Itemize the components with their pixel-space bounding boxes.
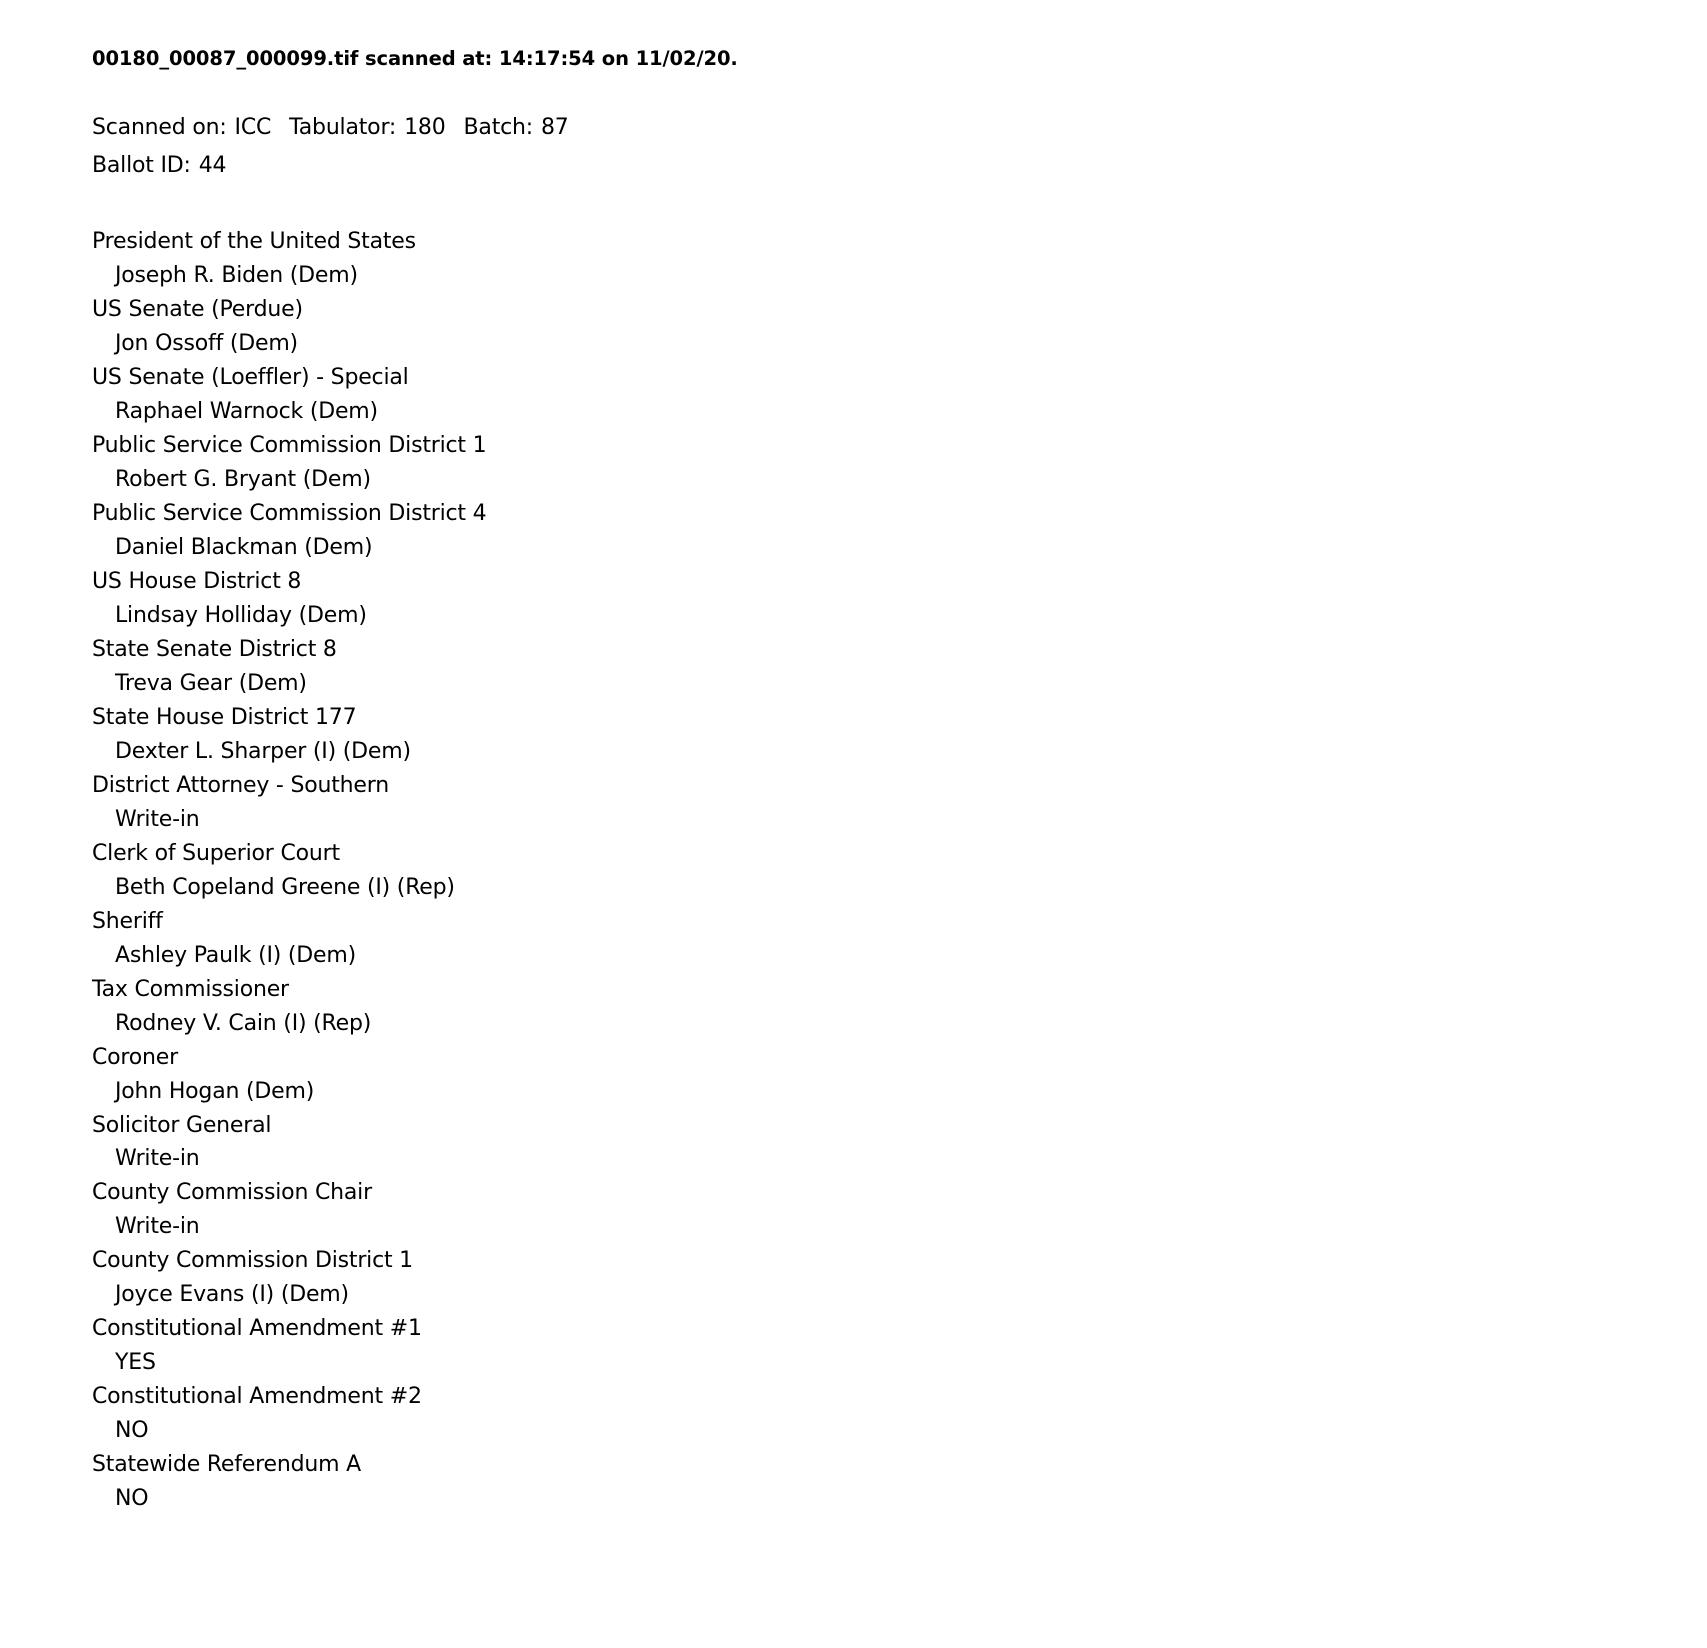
scan-metadata-line-2 bbox=[92, 147, 1592, 185]
scanned-on-label: Scanned on: bbox=[92, 115, 227, 141]
contest-choice: Raphael Warnock (Dem) bbox=[115, 398, 378, 424]
contest-row bbox=[92, 1380, 1592, 1448]
contest-row bbox=[92, 701, 1592, 769]
contest-row bbox=[92, 1041, 1592, 1109]
header-spacer bbox=[92, 73, 1592, 109]
contest-row bbox=[92, 1448, 1592, 1516]
contest-row bbox=[92, 225, 1592, 293]
scan-metadata-line-1 bbox=[92, 109, 1592, 147]
contest-row bbox=[92, 905, 1592, 973]
contest-title: US Senate (Loeffler) - Special bbox=[92, 364, 409, 390]
contest-title: County Commission Chair bbox=[92, 1180, 372, 1206]
contest-choice: Write-in bbox=[115, 1146, 200, 1172]
scan-file-header: 00180_00087_000099.tif scanned at: 14:17:54 on 11/02/20. bbox=[92, 47, 738, 70]
contest-row bbox=[92, 1176, 1592, 1244]
contest-choice: NO bbox=[115, 1486, 149, 1512]
contest-list bbox=[92, 225, 1592, 1516]
contest-choice: Write-in bbox=[115, 1214, 200, 1240]
contest-title: District Attorney - Southern bbox=[92, 772, 389, 798]
ballot-id-label: Ballot ID: bbox=[92, 153, 191, 179]
contest-choice: Dexter L. Sharper (I) (Dem) bbox=[115, 738, 411, 764]
batch-value: 87 bbox=[540, 115, 569, 141]
contest-choice: Joyce Evans (I) (Dem) bbox=[115, 1282, 349, 1308]
contest-title: Constitutional Amendment #2 bbox=[92, 1384, 422, 1410]
contest-choice: Rodney V. Cain (I) (Rep) bbox=[115, 1010, 372, 1036]
contest-title: President of the United States bbox=[92, 228, 416, 254]
contest-choice: Daniel Blackman (Dem) bbox=[115, 534, 373, 560]
meta-spacer bbox=[92, 185, 1592, 225]
document-body bbox=[92, 44, 1592, 1516]
contest-title: County Commission District 1 bbox=[92, 1248, 413, 1274]
batch-label: Batch: bbox=[463, 115, 533, 141]
contest-row bbox=[92, 973, 1592, 1041]
contest-row bbox=[92, 361, 1592, 429]
contest-row bbox=[92, 1244, 1592, 1312]
contest-choice: Treva Gear (Dem) bbox=[115, 670, 307, 696]
contest-title: Public Service Commission District 1 bbox=[92, 432, 487, 458]
contest-choice: YES bbox=[115, 1350, 156, 1376]
contest-row bbox=[92, 429, 1592, 497]
contest-choice: Beth Copeland Greene (I) (Rep) bbox=[115, 874, 455, 900]
contest-row bbox=[92, 565, 1592, 633]
ballot-id-value: 44 bbox=[198, 153, 227, 179]
contest-choice: Robert G. Bryant (Dem) bbox=[115, 466, 371, 492]
contest-title: Solicitor General bbox=[92, 1112, 272, 1138]
contest-title: US Senate (Perdue) bbox=[92, 296, 303, 322]
contest-row bbox=[92, 497, 1592, 565]
contest-row bbox=[92, 633, 1592, 701]
contest-row bbox=[92, 837, 1592, 905]
contest-title: Statewide Referendum A bbox=[92, 1452, 361, 1478]
contest-choice: Joseph R. Biden (Dem) bbox=[115, 262, 358, 288]
contest-row bbox=[92, 1312, 1592, 1380]
contest-choice: NO bbox=[115, 1418, 149, 1444]
scanned-on-value: ICC bbox=[234, 115, 272, 141]
contest-title: Public Service Commission District 4 bbox=[92, 500, 487, 526]
contest-title: Clerk of Superior Court bbox=[92, 840, 340, 866]
tabulator-value: 180 bbox=[404, 115, 446, 141]
contest-choice: Write-in bbox=[115, 806, 200, 832]
contest-title: US House District 8 bbox=[92, 568, 302, 594]
contest-choice: Jon Ossoff (Dem) bbox=[115, 330, 298, 356]
contest-row bbox=[92, 293, 1592, 361]
contest-choice: Lindsay Holliday (Dem) bbox=[115, 602, 367, 628]
contest-choice: John Hogan (Dem) bbox=[115, 1078, 315, 1104]
contest-title: State Senate District 8 bbox=[92, 636, 337, 662]
contest-title: Coroner bbox=[92, 1044, 178, 1070]
contest-title: Tax Commissioner bbox=[92, 976, 289, 1002]
contest-title: Constitutional Amendment #1 bbox=[92, 1316, 422, 1342]
tabulator-label: Tabulator: bbox=[289, 115, 397, 141]
contest-choice: Ashley Paulk (I) (Dem) bbox=[115, 942, 356, 968]
contest-title: Sheriff bbox=[92, 908, 163, 934]
contest-row bbox=[92, 1109, 1592, 1177]
contest-title: State House District 177 bbox=[92, 704, 357, 730]
contest-row bbox=[92, 769, 1592, 837]
